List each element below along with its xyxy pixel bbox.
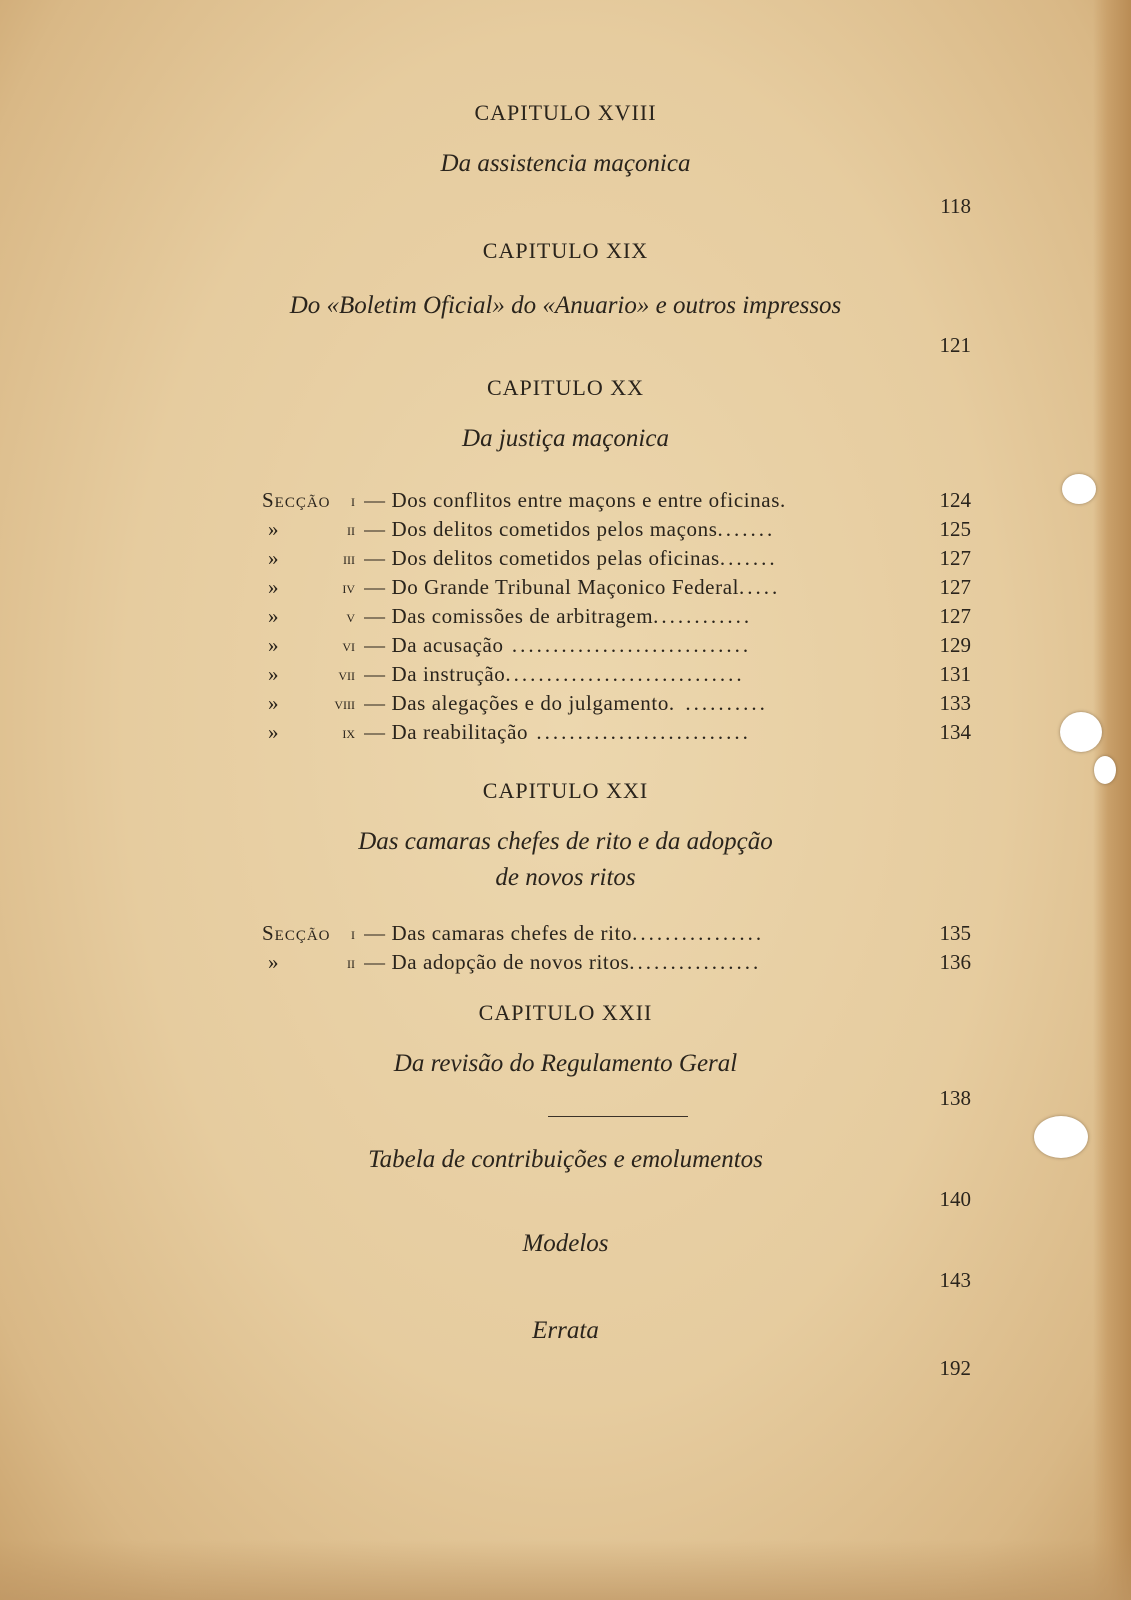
- chapter-title: Da assistencia maçonica: [440, 150, 691, 177]
- toc-row: [0, 950, 1131, 978]
- toc-entry: — Dos conflitos entre maçons e entre oficinas.: [364, 488, 789, 512]
- toc-row: [0, 575, 1131, 603]
- page-number: 143: [939, 1268, 971, 1292]
- section-number: vii: [338, 665, 355, 684]
- section-number: ii: [347, 520, 355, 539]
- section-number: i: [351, 491, 355, 510]
- page-number: 192: [939, 1356, 971, 1380]
- section-number: vi: [342, 636, 355, 655]
- toc-row: [0, 633, 1131, 661]
- appendix-title: Tabela de contribuições e emolumentos: [368, 1146, 763, 1173]
- toc-row: [0, 720, 1131, 748]
- toc-entry: — Dos delitos cometidos pelas oficinas.......: [364, 546, 778, 570]
- section-label: »: [268, 575, 280, 599]
- chapter-heading: CAPITULO XVIII: [474, 100, 657, 125]
- toc-row: [0, 691, 1131, 719]
- section-number: i: [351, 924, 355, 943]
- page-number: 138: [939, 1086, 971, 1110]
- toc-entry: — Das camaras chefes de rito................: [364, 921, 765, 945]
- chapter-title: Da revisão do Regulamento Geral: [393, 1050, 738, 1077]
- chapter-heading: CAPITULO XXI: [482, 778, 649, 803]
- page-number: 140: [939, 1187, 971, 1211]
- page-number: 133: [939, 691, 971, 715]
- section-number: ii: [347, 953, 355, 972]
- section-label: Secção: [262, 921, 331, 945]
- section-label: Secção: [262, 488, 331, 512]
- section-label: »: [268, 662, 280, 686]
- chapter-heading: CAPITULO XIX: [482, 238, 649, 263]
- section-label: »: [268, 633, 280, 657]
- page-number: 136: [939, 950, 971, 974]
- toc-entry: — Da acusação .............................: [364, 633, 752, 657]
- page-number: 131: [939, 662, 971, 686]
- section-number: ix: [342, 723, 355, 742]
- toc-row: [0, 662, 1131, 690]
- toc-row: [0, 604, 1131, 632]
- chapter-title-line2: de novos ritos: [495, 864, 636, 891]
- section-number: iv: [342, 578, 355, 597]
- chapter-heading: CAPITULO XX: [486, 375, 645, 400]
- page-number: 127: [939, 575, 971, 599]
- page-number: 127: [939, 604, 971, 628]
- toc-entry: — Da reabilitação ..........................: [364, 720, 751, 744]
- toc-row: [0, 546, 1131, 574]
- appendix-title: Errata: [532, 1317, 599, 1344]
- appendix-title: Modelos: [522, 1230, 609, 1257]
- section-label: »: [268, 517, 280, 541]
- page-number: 134: [939, 720, 971, 744]
- section-label: »: [268, 691, 280, 715]
- page-bottom-shading: [0, 1540, 1131, 1600]
- section-label: »: [268, 720, 280, 744]
- page-number: 124: [939, 488, 971, 512]
- toc-row: [0, 517, 1131, 545]
- page-number: 125: [939, 517, 971, 541]
- page-number: 135: [939, 921, 971, 945]
- chapter-title: Do «Boletim Oficial» do «Anuario» e outros impressos: [289, 292, 842, 319]
- chapter-title-line1: Das camaras chefes de rito e da adopção: [358, 828, 773, 855]
- section-label: »: [268, 950, 280, 974]
- chapter-heading: CAPITULO XXII: [478, 1000, 653, 1025]
- section-label: »: [268, 604, 280, 628]
- toc-entry: — Da adopção de novos ritos................: [364, 950, 762, 974]
- section-number: v: [346, 607, 355, 626]
- page-number: 118: [940, 194, 971, 218]
- page-number: 129: [939, 633, 971, 657]
- toc-row: [0, 488, 1131, 516]
- section-label: »: [268, 546, 280, 570]
- toc-entry: — Da instrução.............................: [364, 662, 745, 686]
- page-number: 127: [939, 546, 971, 570]
- toc-entry: — Das comissões de arbitragem............: [364, 604, 753, 628]
- page-number: 121: [939, 333, 971, 357]
- section-number: iii: [343, 549, 355, 568]
- toc-entry: — Das alegações e do julgamento. ..........: [364, 691, 768, 715]
- toc-entry: — Do Grande Tribunal Maçonico Federal.....: [364, 575, 781, 599]
- toc-row: [0, 921, 1131, 949]
- divider-rule: [548, 1116, 688, 1117]
- section-number: viii: [334, 694, 355, 713]
- toc-entry: — Dos delitos cometidos pelos maçons.......: [364, 517, 776, 541]
- chapter-title: Da justiça maçonica: [462, 425, 669, 452]
